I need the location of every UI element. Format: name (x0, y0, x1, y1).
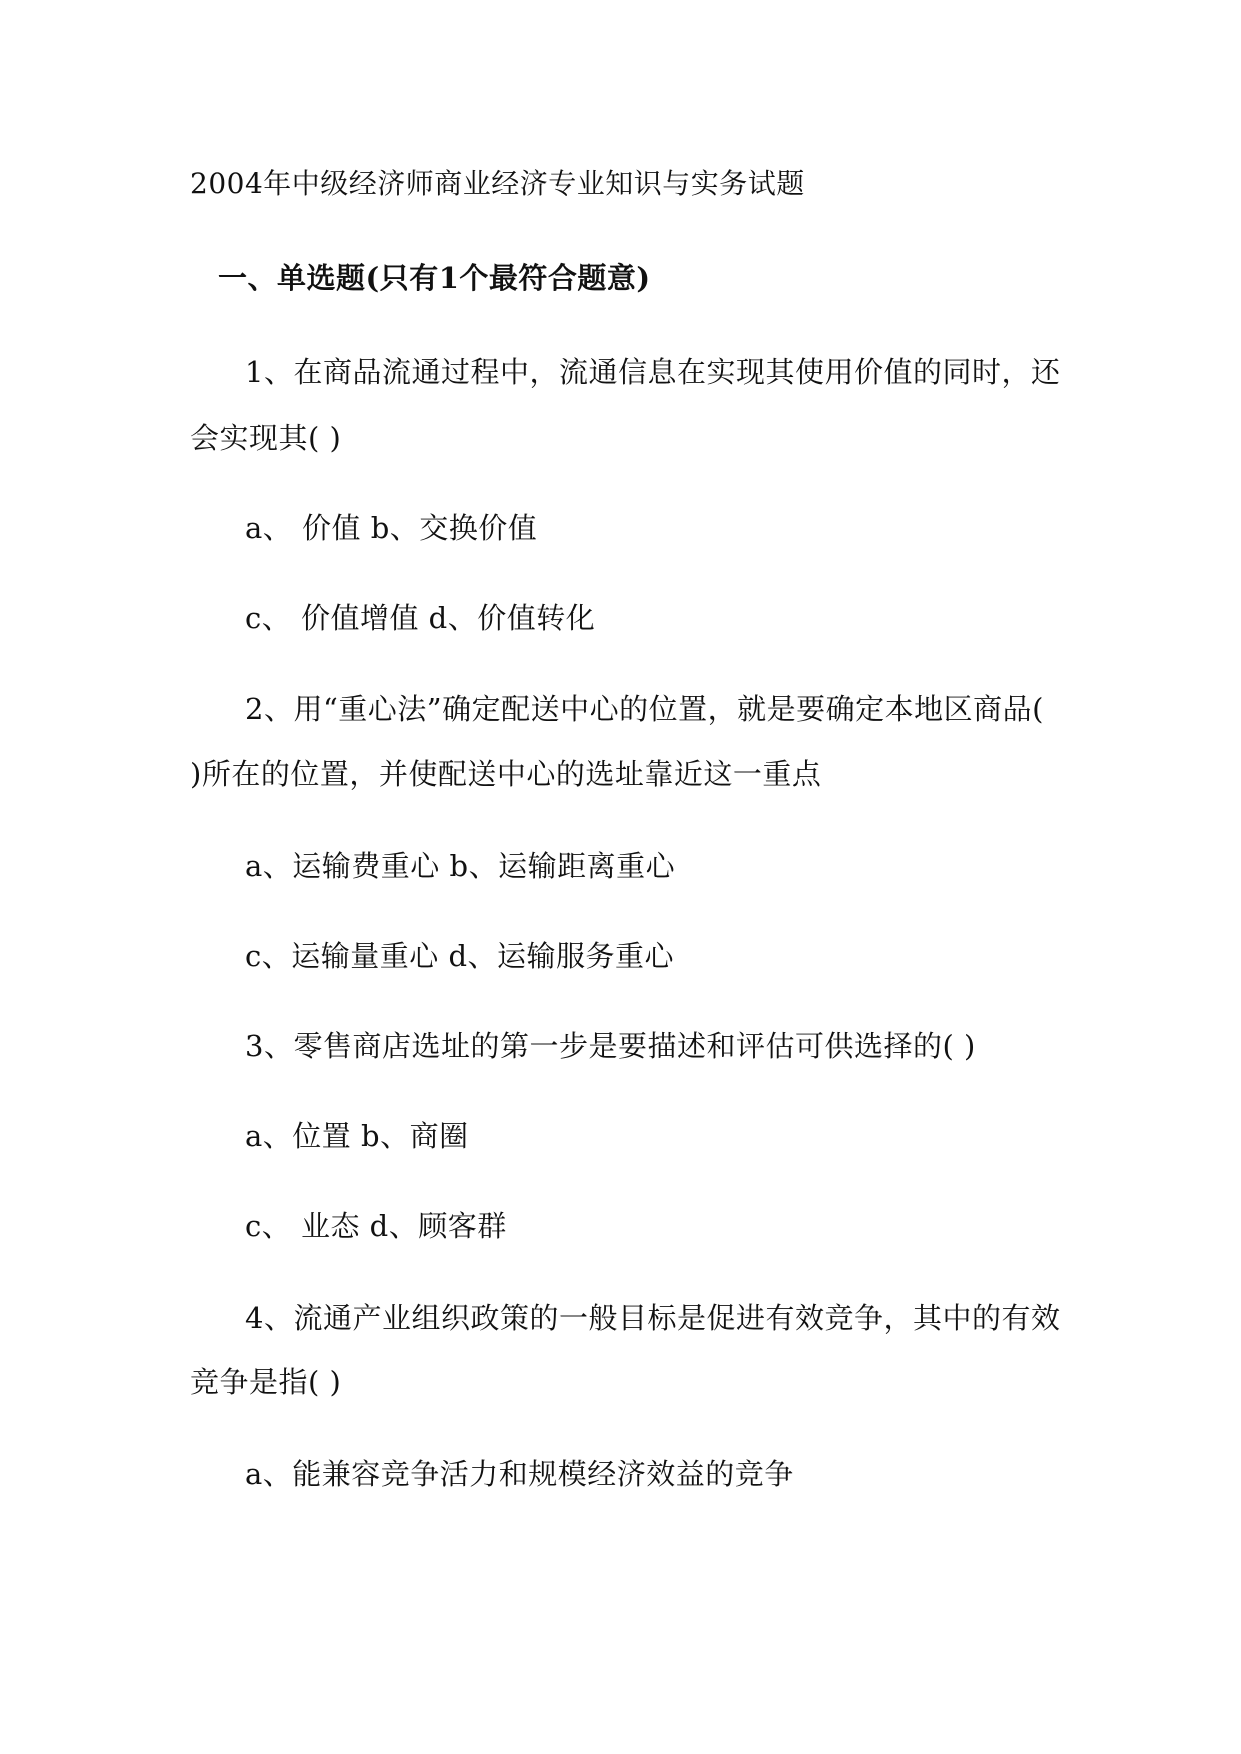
question-2-stem-line2: )所在的位置，并使配送中心的选址靠近这一重点 (190, 757, 822, 791)
question-1-stem-line1: 1、在商品流通过程中，流通信息在实现其使用价值的同时，还 (245, 355, 1061, 389)
question-2-options-line2: c、运输量重心 d、运输服务重心 (245, 939, 675, 973)
question-1-options-line1: a、 价值 b、交换价值 (245, 511, 538, 545)
document-title: 2004年中级经济师商业经济专业知识与实务试题 (190, 167, 805, 200)
question-1-stem-line2: 会实现其( ) (190, 421, 342, 455)
question-4-options-line1: a、能兼容竞争活力和规模经济效益的竞争 (245, 1457, 794, 1491)
question-3-options-line1: a、位置 b、商圈 (245, 1119, 469, 1153)
section-heading: 一、单选题(只有1个最符合题意) (218, 261, 651, 295)
question-4-stem-line2: 竞争是指( ) (190, 1365, 342, 1399)
question-2-options-line1: a、运输费重心 b、运输距离重心 (245, 849, 676, 883)
question-3-options-line2: c、 业态 d、顾客群 (245, 1209, 507, 1243)
question-2-stem-line1: 2、用“重心法”确定配送中心的位置，就是要确定本地区商品( (245, 692, 1044, 726)
question-1-options-line2: c、 价值增值 d、价值转化 (245, 601, 596, 635)
question-3-stem-line1: 3、零售商店选址的第一步是要描述和评估可供选择的( ) (245, 1029, 976, 1063)
question-4-stem-line1: 4、流通产业组织政策的一般目标是促进有效竞争，其中的有效 (245, 1301, 1061, 1335)
